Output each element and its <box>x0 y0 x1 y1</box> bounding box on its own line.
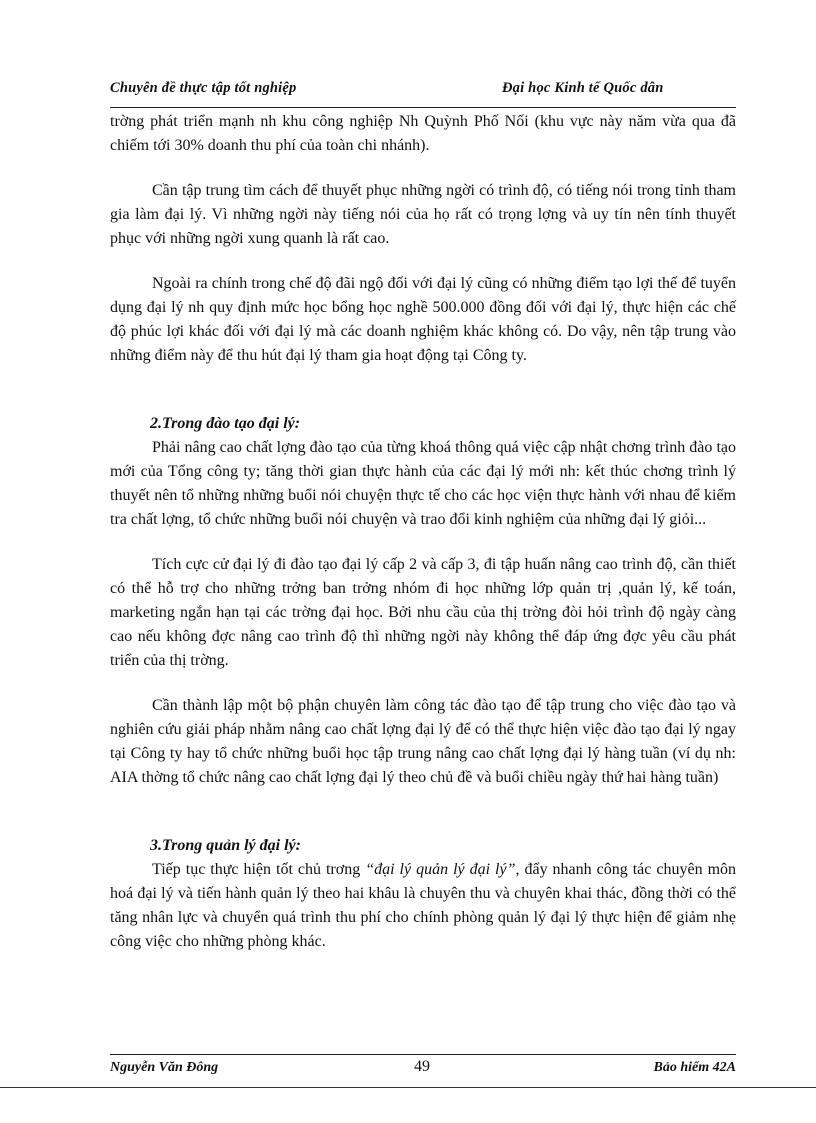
section-heading-3: 3.Trong quản lý đại lý: <box>150 837 301 854</box>
footer-class: Bảo hiểm 42A <box>653 1060 736 1075</box>
footer-author: Nguyễn Văn Đông <box>110 1060 219 1075</box>
page-number: 49 <box>414 1058 430 1075</box>
paragraph-7 <box>110 858 736 954</box>
page-bottom-rule <box>0 1087 816 1088</box>
paragraph-2: Cần tập trung tìm cách để thuyết phục những ngời có trình độ, có tiếng nói trong tỉnh tham gia làm đại lý. Vì những ngời này tiếng nói của họ rất có trọng lợng và uy tín nên tính thuyết phục với những ngời xung quanh là rất cao. <box>110 182 736 247</box>
paragraph-7-start: Tiếp tục thực hiện tốt chủ trơng <box>152 861 366 878</box>
paragraph-7-quote: “đại lý quản lý đại lý” <box>365 861 516 878</box>
paragraph-6: Cần thành lập một bộ phận chuyên làm công tác đào tạo để tập trung cho việc đào tạo và nghiên cứu giải pháp nhằm nâng cao chất lợng đại lý để có thể thực hiện việc đào tạo đại lý ngay tại Công ty hay tổ chức những buổi học tập trung nâng cao chất lợng đại lý hàng tuần (ví dụ nh: AIA thờng tổ chức nâng cao chất lợng đại lý theo chủ đề và buổi chiều ngày thứ hai hàng tuần) <box>110 697 736 786</box>
paragraph-7-end: , đẩy nhanh công tác chuyên môn hoá đại lý và tiến hành quản lý theo hai khâu là chuyên thu và chuyên khai thác, đồng thời có thể tăng nhân lực và chuyển quá trình thu phí cho chính phòng quản lý đại lý thực hiện để giảm nhẹ công việc cho những phòng khác. <box>110 861 737 950</box>
page-header <box>110 80 736 102</box>
paragraph-3: Ngoài ra chính trong chế độ đãi ngộ đối với đại lý cũng có những điểm tạo lợi thế để tuyển dụng đại lý nh quy định mức học bổng học nghề 500.000 đồng đối với đại lý, thực hiện các chế độ phúc lợi khác đối với đại lý mà các doanh nghiệm khác không có. Do vậy, nên tập trung vào những điểm này để thu hút đại lý tham gia hoạt động tại Công ty. <box>110 275 736 364</box>
page-footer <box>110 1058 736 1082</box>
footer-rule <box>110 1054 736 1055</box>
paragraph-5: Tích cực cử đại lý đi đào tạo đại lý cấp 2 và cấp 3, đi tập huấn nâng cao trình độ, cần thiết có thể hỗ trợ cho những trởng ban trởng nhóm đi học những lớp quản trị ,quản lý, kế toán, marketing ngắn hạn tại các trờng đại học. Bởi nhu cầu của thị trờng đòi hỏi trình độ ngày càng cao nếu không đợc nâng cao trình độ thì những ngời này không thể đáp ứng đợc yêu cầu phát triển của thị trờng. <box>110 556 736 669</box>
header-rule <box>110 107 736 108</box>
document-body <box>110 110 736 954</box>
header-right-title: Đại học Kinh tế Quốc dân <box>502 80 664 96</box>
section-heading-2: 2.Trong đào tạo đại lý: <box>150 415 301 432</box>
paragraph-1: trờng phát triển mạnh nh khu công nghiệp Nh Quỳnh Phố Nối (khu vực này năm vừa qua đã chiếm tới 30% doanh thu phí của toàn chi nhánh). <box>110 113 736 154</box>
paragraph-4: Phải nâng cao chất lợng đào tạo của từng khoá thông quá việc cập nhật chơng trình đào tạo mới của Tổng công ty; tăng thời gian thực hành của các đại lý mới nh: kết thúc chơng trình lý thuyết nên tổ những những buổi nói chuyện thực tế cho các học viện thực hành với nhau để kiểm tra chất lợng, tổ chức những buổi nói chuyện và trao đổi kinh nghiệm của những đại lý giỏi... <box>110 439 736 528</box>
header-left-title: Chuyên đề thực tập tốt nghiệp <box>110 80 297 96</box>
